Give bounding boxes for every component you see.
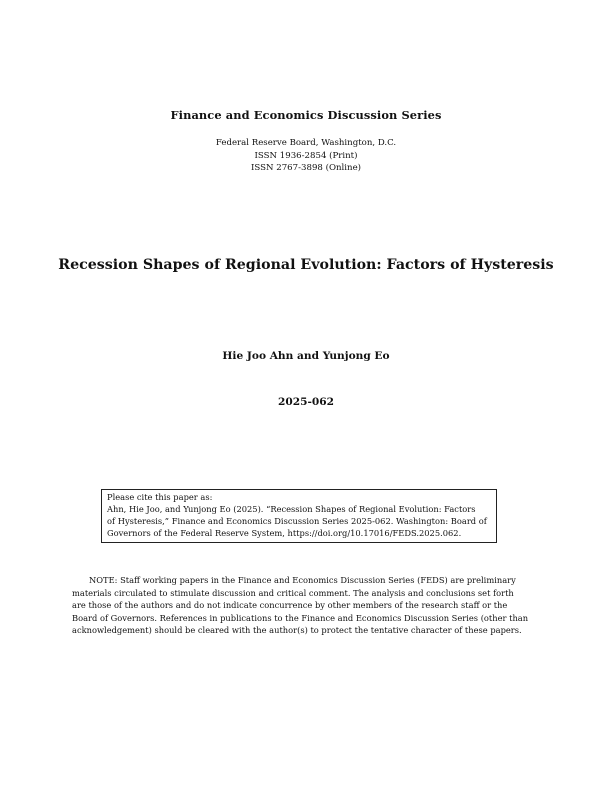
publisher-block bbox=[0, 137, 612, 175]
citation-line: Governors of the Federal Reserve System, https://doi.org/10.17016/FEDS.2025.062. bbox=[107, 528, 462, 539]
paper-number: 2025-062 bbox=[278, 396, 334, 408]
paper-title: Recession Shapes of Regional Evolution: Factors of Hysteresis bbox=[58, 257, 554, 273]
citation-heading: Please cite this paper as: bbox=[107, 492, 213, 502]
series-title: Finance and Economics Discussion Series bbox=[170, 108, 442, 122]
note-line: materials circulated to stimulate discussion and critical comment. The analysis and conclusions set forth bbox=[72, 587, 514, 598]
note-line: acknowledgement) should be cleared with the author(s) to protect the tentative character of these papers. bbox=[72, 625, 522, 636]
issn-online: ISSN 2767-3898 (Online) bbox=[250, 163, 362, 173]
disclaimer-note bbox=[72, 574, 540, 637]
note-line: Board of Governors. References in publications to the Finance and Economics Discussion Series (other than bbox=[72, 612, 529, 623]
note-line: NOTE: Staff working papers in the Finance and Economics Discussion Series (FEDS) are preliminary bbox=[89, 575, 516, 585]
publisher-line: Federal Reserve Board, Washington, D.C. bbox=[215, 138, 397, 148]
issn-print: ISSN 1936-2854 (Print) bbox=[254, 150, 358, 161]
citation-line: Ahn, Hie Joo, and Yunjong Eo (2025). “Recession Shapes of Regional Evolution: Factors bbox=[107, 504, 476, 515]
note-line: are those of the authors and do not indicate concurrence by other members of the research staff or the bbox=[72, 600, 508, 611]
authors: Hie Joo Ahn and Yunjong Eo bbox=[222, 350, 390, 362]
citation-box bbox=[101, 489, 497, 543]
citation-line: of Hysteresis,” Finance and Economics Discussion Series 2025-062. Washington: Board of bbox=[107, 516, 487, 527]
